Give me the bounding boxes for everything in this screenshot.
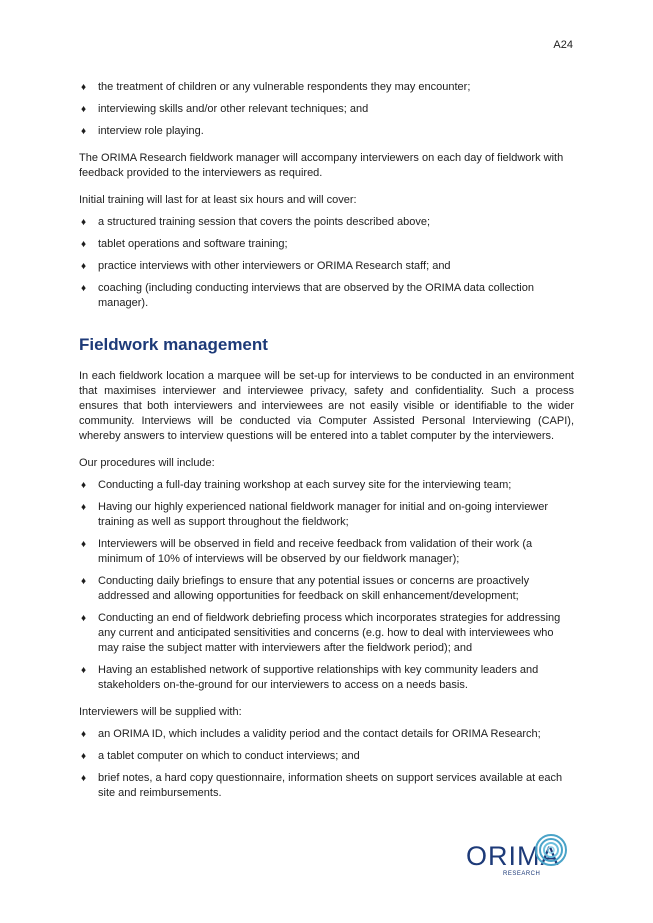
list-item: ♦ Conducting daily briefings to ensure that any potential issues or concerns are proactively addressed and allowing opportunities for feedback on skill enhancement/development; [81, 575, 530, 602]
bullet-icon: ♦ [81, 502, 87, 513]
bullet-icon: ♦ [81, 576, 87, 587]
bullet-icon: ♦ [81, 665, 87, 676]
logo-wordmark: ORIMA [466, 841, 560, 871]
fieldwork-paragraph: In each fieldwork location a marquee will be set-up for interviews to be conducted in an environment that maximises interviewer and interviewee privacy, safety and confidentiality. Such a process ensures that both interviewers and interviewees are not easily visible or identifiable to the wider community. Interviews will be conducted via Computer Assisted Personal Interviewing (CAPI), whereby answers to interview questions will be entered into a tablet computer by the interviewers. [79, 370, 574, 442]
bullet-icon: ♦ [81, 773, 87, 784]
list-item: ♦ interviewing skills and/or other relevant techniques; and [81, 103, 369, 115]
concentric-rings-icon [534, 833, 568, 867]
list-item: ♦ brief notes, a hard copy questionnaire, information sheets on support services available at each site and reimbursements. [81, 772, 563, 799]
list-item: ♦ Conducting an end of fieldwork debriefing process which incorporates strategies for addressing any current and anticipated sensitivities and concerns (e.g. how to deal with interviewees who may raise the subject matter with interviewers after the fieldwork period); and [81, 612, 561, 654]
list-item: ♦ interview role playing. [81, 125, 204, 137]
bullet-icon: ♦ [81, 751, 87, 762]
bullet-icon: ♦ [81, 283, 87, 294]
list-item: ♦ a tablet computer on which to conduct interviews; and [81, 750, 360, 762]
bullet-icon: ♦ [81, 239, 87, 250]
initial-training-paragraph: Initial training will last for at least six hours and will cover: [79, 194, 357, 206]
bullet-icon: ♦ [81, 217, 87, 228]
supplied-bullet-list [79, 727, 574, 801]
list-item: ♦ Having an established network of supportive relationships with key community leaders and stakeholders on-the-ground for our interviewers to access on a needs basis. [81, 664, 539, 691]
procedure-bullet-list [79, 478, 574, 693]
list-item: ♦ an ORIMA ID, which includes a validity period and the contact details for ORIMA Research; [81, 728, 541, 740]
list-item: ♦ Having our highly experienced national fieldwork manager for initial and on-going interviewer training as well as support throughout the fieldwork; [81, 501, 549, 528]
bullet-icon: ♦ [81, 480, 87, 491]
bullet-icon: ♦ [81, 613, 87, 624]
bullet-icon: ♦ [81, 126, 87, 137]
intro-bullet-list [79, 80, 574, 139]
procedures-paragraph: Our procedures will include: [79, 457, 215, 469]
bullet-icon: ♦ [81, 729, 87, 740]
bullet-icon: ♦ [81, 82, 87, 93]
orima-logo [466, 833, 576, 883]
training-bullet-list [79, 215, 574, 311]
section-heading: Fieldwork management [79, 335, 268, 354]
bullet-icon: ♦ [81, 104, 87, 115]
document-body [79, 80, 574, 808]
list-item: ♦ the treatment of children or any vulnerable respondents they may encounter; [81, 81, 471, 93]
list-item: ♦ tablet operations and software training; [81, 238, 288, 250]
bullet-icon: ♦ [81, 539, 87, 550]
bullet-icon: ♦ [81, 261, 87, 272]
list-item: ♦ Conducting a full-day training workshop at each survey site for the interviewing team; [81, 479, 512, 491]
list-item: ♦ coaching (including conducting interviews that are observed by the ORIMA data collection manager). [81, 282, 534, 309]
logo-subtitle: RESEARCH [503, 871, 541, 877]
list-item: ♦ practice interviews with other interviewers or ORIMA Research staff; and [81, 260, 451, 272]
list-item: ♦ a structured training session that covers the points described above; [81, 216, 431, 228]
accompany-paragraph: The ORIMA Research fieldwork manager will accompany interviewers on each day of fieldwork with feedback provided to the interviewers as required. [79, 152, 564, 179]
list-item: ♦ Interviewers will be observed in field and receive feedback from validation of their work (a minimum of 10% of interviews will be observed by our fieldwork manager); [81, 538, 533, 565]
supplied-paragraph: Interviewers will be supplied with: [79, 706, 242, 718]
page-number: A24 [553, 39, 573, 51]
